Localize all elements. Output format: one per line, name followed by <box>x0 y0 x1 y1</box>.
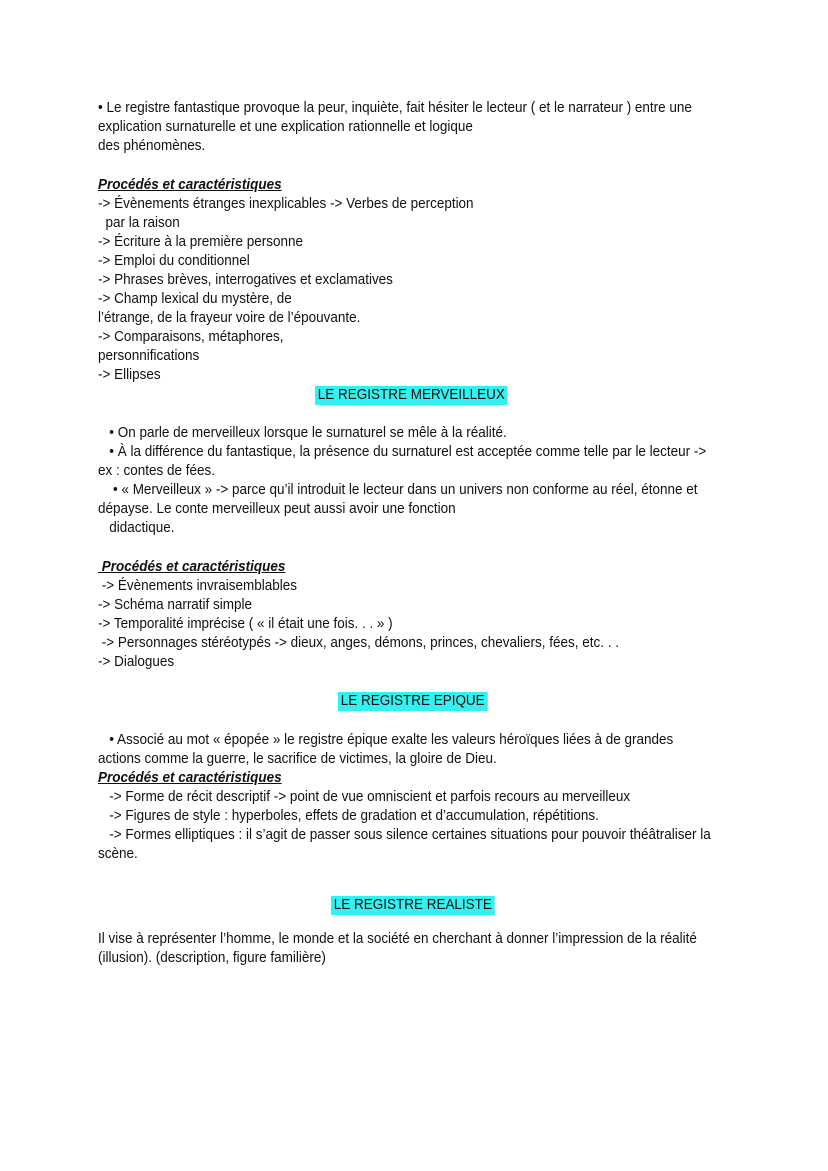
merveilleux-intro-line-6: didactique. <box>98 520 175 536</box>
merveilleux-item-4: -> Personnages stéréotypés -> dieux, anges, démons, princes, chevaliers, fées, etc. . . <box>98 635 619 651</box>
fantastique-item-7: l’étrange, de la frayeur voire de l’épouvante. <box>98 310 361 326</box>
epique-item-3: -> Formes elliptiques : il s’agit de passer sous silence certaines situations pour pouvoir théâtraliser la <box>98 827 711 843</box>
realiste-title: LE REGISTRE REALISTE <box>331 896 495 915</box>
fantastique-item-10: -> Ellipses <box>98 367 161 383</box>
epique-intro-line-1: • Associé au mot « épopée » le registre épique exalte les valeurs héroïques liées à de grandes <box>98 732 674 748</box>
merveilleux-title: LE REGISTRE MERVEILLEUX <box>315 386 508 405</box>
fantastique-item-3: -> Écriture à la première personne <box>98 234 304 250</box>
epique-item-1: -> Forme de récit descriptif -> point de vue omniscient et parfois recours au merveilleux <box>98 789 631 805</box>
merveilleux-item-3: -> Temporalité imprécise ( « il était une fois. . . » ) <box>98 616 393 632</box>
fantastique-heading: Procédés et caractéristiques <box>98 177 282 193</box>
merveilleux-intro-line-3: ex : contes de fées. <box>98 463 215 479</box>
merveilleux-intro-line-4: • « Merveilleux » -> parce qu’il introduit le lecteur dans un univers non conforme au réel, étonne et <box>98 482 698 498</box>
epique-title: LE REGISTRE EPIQUE <box>338 692 487 711</box>
merveilleux-intro-line-2: • À la différence du fantastique, la présence du surnaturel est acceptée comme telle par le lecteur -> <box>98 444 707 460</box>
realiste-intro-line-1: Il vise à représenter l’homme, le monde et la société en cherchant à donner l’impression de la réalité <box>98 931 697 947</box>
fantastique-item-8: -> Comparaisons, métaphores, <box>98 329 284 345</box>
fantastique-intro-line-1: • Le registre fantastique provoque la peur, inquiète, fait hésiter le lecteur ( et le narrateur ) entre une <box>98 100 692 116</box>
merveilleux-item-2: -> Schéma narratif simple <box>98 597 253 613</box>
merveilleux-heading: Procédés et caractéristiques <box>98 559 286 575</box>
epique-heading: Procédés et caractéristiques <box>98 770 282 786</box>
fantastique-item-2: par la raison <box>98 215 180 231</box>
merveilleux-intro-line-5: dépayse. Le conte merveilleux peut aussi avoir une fonction <box>98 501 456 517</box>
fantastique-item-4: -> Emploi du conditionnel <box>98 253 250 269</box>
epique-intro-line-2: actions comme la guerre, le sacrifice de victimes, la gloire de Dieu. <box>98 751 497 767</box>
fantastique-item-1: -> Évènements étranges inexplicables -> Verbes de perception <box>98 196 474 212</box>
merveilleux-intro-line-1: • On parle de merveilleux lorsque le surnaturel se mêle à la réalité. <box>98 425 507 441</box>
epique-item-4: scène. <box>98 846 138 862</box>
merveilleux-item-5: -> Dialogues <box>98 654 175 670</box>
merveilleux-item-1: -> Évènements invraisemblables <box>98 578 298 594</box>
epique-item-2: -> Figures de style : hyperboles, effets de gradation et d’accumulation, répétitions. <box>98 808 599 824</box>
realiste-intro-line-2: (illusion). (description, figure familière) <box>98 950 326 966</box>
fantastique-intro-line-3: des phénomènes. <box>98 138 206 154</box>
fantastique-intro-line-2: explication surnaturelle et une explication rationnelle et logique <box>98 119 473 135</box>
fantastique-item-9: personnifications <box>98 348 200 364</box>
fantastique-item-6: -> Champ lexical du mystère, de <box>98 291 292 307</box>
fantastique-item-5: -> Phrases brèves, interrogatives et exclamatives <box>98 272 393 288</box>
